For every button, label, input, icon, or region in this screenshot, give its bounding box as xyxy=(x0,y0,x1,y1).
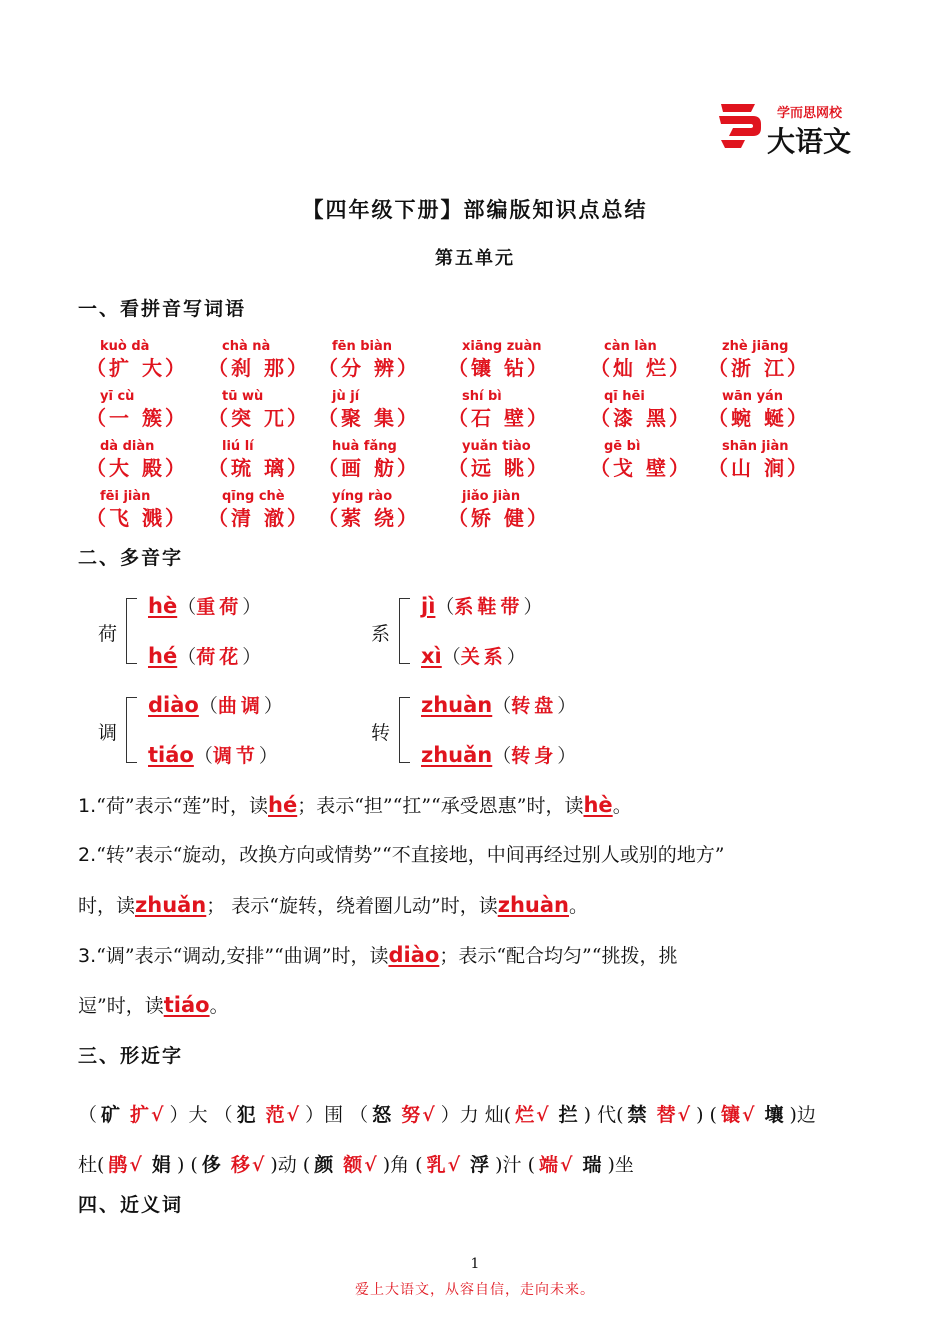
pinyin-word-item xyxy=(86,388,226,431)
pinyin-text: dà diàn xyxy=(100,439,155,454)
polyphone-char: 转 xyxy=(371,722,391,744)
pinyin-word-item xyxy=(708,338,848,381)
polyphone-char: 系 xyxy=(371,623,391,645)
hanzi-answer: （灿 烂） xyxy=(590,356,692,380)
page-number: 1 xyxy=(470,1256,480,1272)
similar-char: 镶√ xyxy=(720,1104,757,1126)
similar-char: 额√ xyxy=(343,1154,379,1176)
similar-char: 浮 xyxy=(470,1154,492,1176)
hanzi-answer: （萦 绕） xyxy=(318,506,420,530)
similar-char-context: ) xyxy=(176,1154,191,1176)
hanzi-answer: （画 舫） xyxy=(318,456,420,480)
pinyin-text: tū wù xyxy=(222,389,264,404)
similar-char-context: ( xyxy=(616,1104,624,1126)
pinyin-word-item xyxy=(318,388,458,431)
polyphone-char: 调 xyxy=(98,722,118,744)
section-heading-xingjin: 三、形近字 xyxy=(78,1045,184,1067)
hanzi-answer: （扩 大） xyxy=(86,356,188,380)
similar-char: 矿 xyxy=(101,1104,123,1126)
hanzi-answer: （聚 集） xyxy=(318,406,420,430)
pinyin-word-item xyxy=(318,488,458,531)
note-1: 1.“荷”表示“莲”时，读hé；表示“担”“扛”“承受恩惠”时，读hè。 xyxy=(78,793,632,817)
brace xyxy=(126,598,137,664)
footer-slogan: 爱上大语文，从容自信，走向未来。 xyxy=(355,1282,595,1298)
polyphone-reading: jì（系鞋带） xyxy=(421,594,543,618)
pinyin-word-item xyxy=(708,388,848,431)
similar-char-group xyxy=(78,1104,214,1126)
hanzi-answer: （漆 黑） xyxy=(590,406,692,430)
note-3-cont: 逗”时，读tiáo。 xyxy=(78,993,229,1017)
similar-char: 怒 xyxy=(372,1104,394,1126)
pinyin-word-item xyxy=(448,438,588,481)
similar-char: 颜 xyxy=(314,1154,336,1176)
brace xyxy=(126,697,137,763)
pinyin-text: shān jiàn xyxy=(722,439,789,454)
hanzi-answer: （矫 健） xyxy=(448,506,550,530)
pinyin-text: wān yán xyxy=(722,389,784,404)
similar-char-context: （ xyxy=(213,1104,233,1126)
similar-char-context: ( xyxy=(302,1154,311,1176)
hanzi-answer: （琉 璃） xyxy=(208,456,310,480)
similar-char-context: ）力 灿 xyxy=(440,1104,504,1126)
similar-char-group xyxy=(78,1154,190,1176)
similar-char-context: ( xyxy=(709,1104,717,1126)
hanzi-answer: （镶 钻） xyxy=(448,356,550,380)
similar-char: 侈 xyxy=(201,1154,223,1176)
similar-char-group xyxy=(349,1104,504,1126)
similar-char-context: （ xyxy=(349,1104,369,1126)
section-heading-pinyin: 一、看拼音写词语 xyxy=(78,298,247,320)
similar-char-context: )动 xyxy=(270,1154,303,1176)
hanzi-answer: （突 兀） xyxy=(208,406,310,430)
pinyin-text: yī cù xyxy=(100,389,135,404)
similar-char: 鹃√ xyxy=(108,1154,144,1176)
similar-char-group xyxy=(710,1104,816,1126)
polyphone-reading: diào（曲调） xyxy=(148,693,283,717)
similar-char: 娟 xyxy=(151,1154,173,1176)
similar-char-context: ) xyxy=(696,1104,710,1126)
pinyin-word-item xyxy=(318,338,458,381)
similar-char-group xyxy=(528,1154,634,1176)
polyphone-reading: xì（关系） xyxy=(421,644,526,668)
pinyin-text: fēn biàn xyxy=(332,339,393,354)
hanzi-answer: （山 涧） xyxy=(708,456,810,480)
polyphone-reading: hé（荷花） xyxy=(148,644,262,668)
polyphone-reading: hè（重荷） xyxy=(148,594,262,618)
polyphone-reading: zhuàn（转盘） xyxy=(421,693,577,717)
hanzi-answer: （刹 那） xyxy=(208,356,310,380)
hanzi-answer: （石 壁） xyxy=(448,406,550,430)
hanzi-answer: （清 澈） xyxy=(208,506,310,530)
brace xyxy=(399,598,410,664)
similar-chars-block xyxy=(78,1090,888,1190)
pinyin-text: jiǎo jiàn xyxy=(462,489,521,504)
pinyin-text: xiāng zuàn xyxy=(462,339,542,354)
similar-char: 范√ xyxy=(265,1104,302,1126)
similar-char-context: （ xyxy=(78,1104,98,1126)
hanzi-answer: （浙 江） xyxy=(708,356,810,380)
similar-char: 烂√ xyxy=(515,1104,551,1126)
pinyin-text: huà fǎng xyxy=(332,439,397,454)
logo-top-text: 学而思网校 xyxy=(777,106,843,121)
pinyin-word-item xyxy=(448,388,588,431)
note-2-cont: 时，读zhuǎn； 表示“旋转，绕着圈儿动”时，读zhuàn。 xyxy=(78,893,588,917)
similar-char: 努√ xyxy=(401,1104,437,1126)
polyphone-char: 荷 xyxy=(98,623,118,645)
hanzi-answer: （飞 溅） xyxy=(86,506,188,530)
similar-char-context: ）大 xyxy=(169,1104,214,1126)
hanzi-answer: （蜿 蜒） xyxy=(708,406,810,430)
pinyin-word-item xyxy=(318,438,458,481)
pinyin-text: kuò dà xyxy=(100,339,150,354)
similar-char: 端√ xyxy=(538,1154,575,1176)
pinyin-text: liú lí xyxy=(222,439,254,454)
unit-title: 第五单元 xyxy=(435,248,515,269)
similar-char-group xyxy=(190,1154,302,1176)
section-heading-synonym: 四、近义词 xyxy=(78,1194,184,1216)
similar-char-context: ）围 xyxy=(305,1104,350,1126)
similar-char-context: )边 xyxy=(789,1104,816,1126)
pinyin-word-item xyxy=(86,338,226,381)
logo-mark-icon xyxy=(715,98,765,156)
similar-char-context: )汁 xyxy=(495,1154,528,1176)
similar-char: 替√ xyxy=(656,1104,693,1126)
similar-char-group xyxy=(616,1104,709,1126)
similar-char-context: ( xyxy=(527,1154,535,1176)
pinyin-text: zhè jiāng xyxy=(722,339,789,354)
pinyin-text: fēi jiàn xyxy=(100,489,151,504)
pinyin-word-item xyxy=(708,438,848,481)
hanzi-answer: （分 辨） xyxy=(318,356,420,380)
polyphone-reading: tiáo（调节） xyxy=(148,743,278,767)
logo-main-text: 大语文 xyxy=(767,125,852,158)
note-2: 2.“转”表示“旋动，改换方向或情势”“不直接地，中间再经过别人或别的地方” xyxy=(78,844,725,866)
pinyin-text: càn làn xyxy=(604,339,657,354)
similar-char: 瑞 xyxy=(582,1154,604,1176)
pinyin-word-item xyxy=(448,488,588,531)
hanzi-answer: （远 眺） xyxy=(448,456,550,480)
similar-char-group xyxy=(415,1154,527,1176)
similar-char-group xyxy=(303,1154,415,1176)
section-heading-polyphone: 二、多音字 xyxy=(78,547,184,569)
pinyin-text: jù jí xyxy=(332,389,360,404)
similar-char-context: ( xyxy=(415,1154,423,1176)
pinyin-text: chà nà xyxy=(222,339,271,354)
pinyin-text: yíng rào xyxy=(332,489,393,504)
similar-char: 禁 xyxy=(627,1104,649,1126)
hanzi-answer: （戈 壁） xyxy=(590,456,692,480)
pinyin-text: qī hēi xyxy=(604,389,645,404)
similar-char-context: 杜( xyxy=(78,1154,105,1176)
similar-char: 壤 xyxy=(764,1104,786,1126)
page-title: 【四年级下册】部编版知识点总结 xyxy=(302,197,648,222)
pinyin-text: yuǎn tiào xyxy=(462,439,531,454)
pinyin-text: shí bì xyxy=(462,389,502,404)
similar-char-context: )角 xyxy=(382,1154,416,1176)
pinyin-word-item xyxy=(448,338,588,381)
similar-char: 移√ xyxy=(230,1154,267,1176)
hanzi-answer: （一 簇） xyxy=(86,406,188,430)
similar-char-context: ( xyxy=(503,1104,512,1126)
pinyin-text: gē bì xyxy=(604,439,641,454)
similar-char: 犯 xyxy=(236,1104,258,1126)
similar-char-group xyxy=(504,1104,616,1126)
polyphone-reading: zhuǎn（转身） xyxy=(421,743,577,767)
pinyin-text: qīng chè xyxy=(222,489,285,504)
pinyin-word-item xyxy=(86,488,226,531)
brace xyxy=(399,697,410,763)
brand-logo xyxy=(715,98,875,158)
similar-char: 扩√ xyxy=(130,1104,166,1126)
similar-char: 拦 xyxy=(558,1104,580,1126)
similar-char-group xyxy=(214,1104,350,1126)
similar-char-context: )坐 xyxy=(607,1154,634,1176)
similar-char: 乳√ xyxy=(426,1154,463,1176)
similar-char-context: ( xyxy=(190,1154,198,1176)
note-3: 3.“调”表示“调动,安排”“曲调”时，读diào；表示“配合均匀”“挑拨，挑 xyxy=(78,943,678,967)
pinyin-word-item xyxy=(86,438,226,481)
hanzi-answer: （大 殿） xyxy=(86,456,188,480)
similar-char-context: ) 代 xyxy=(583,1104,617,1126)
